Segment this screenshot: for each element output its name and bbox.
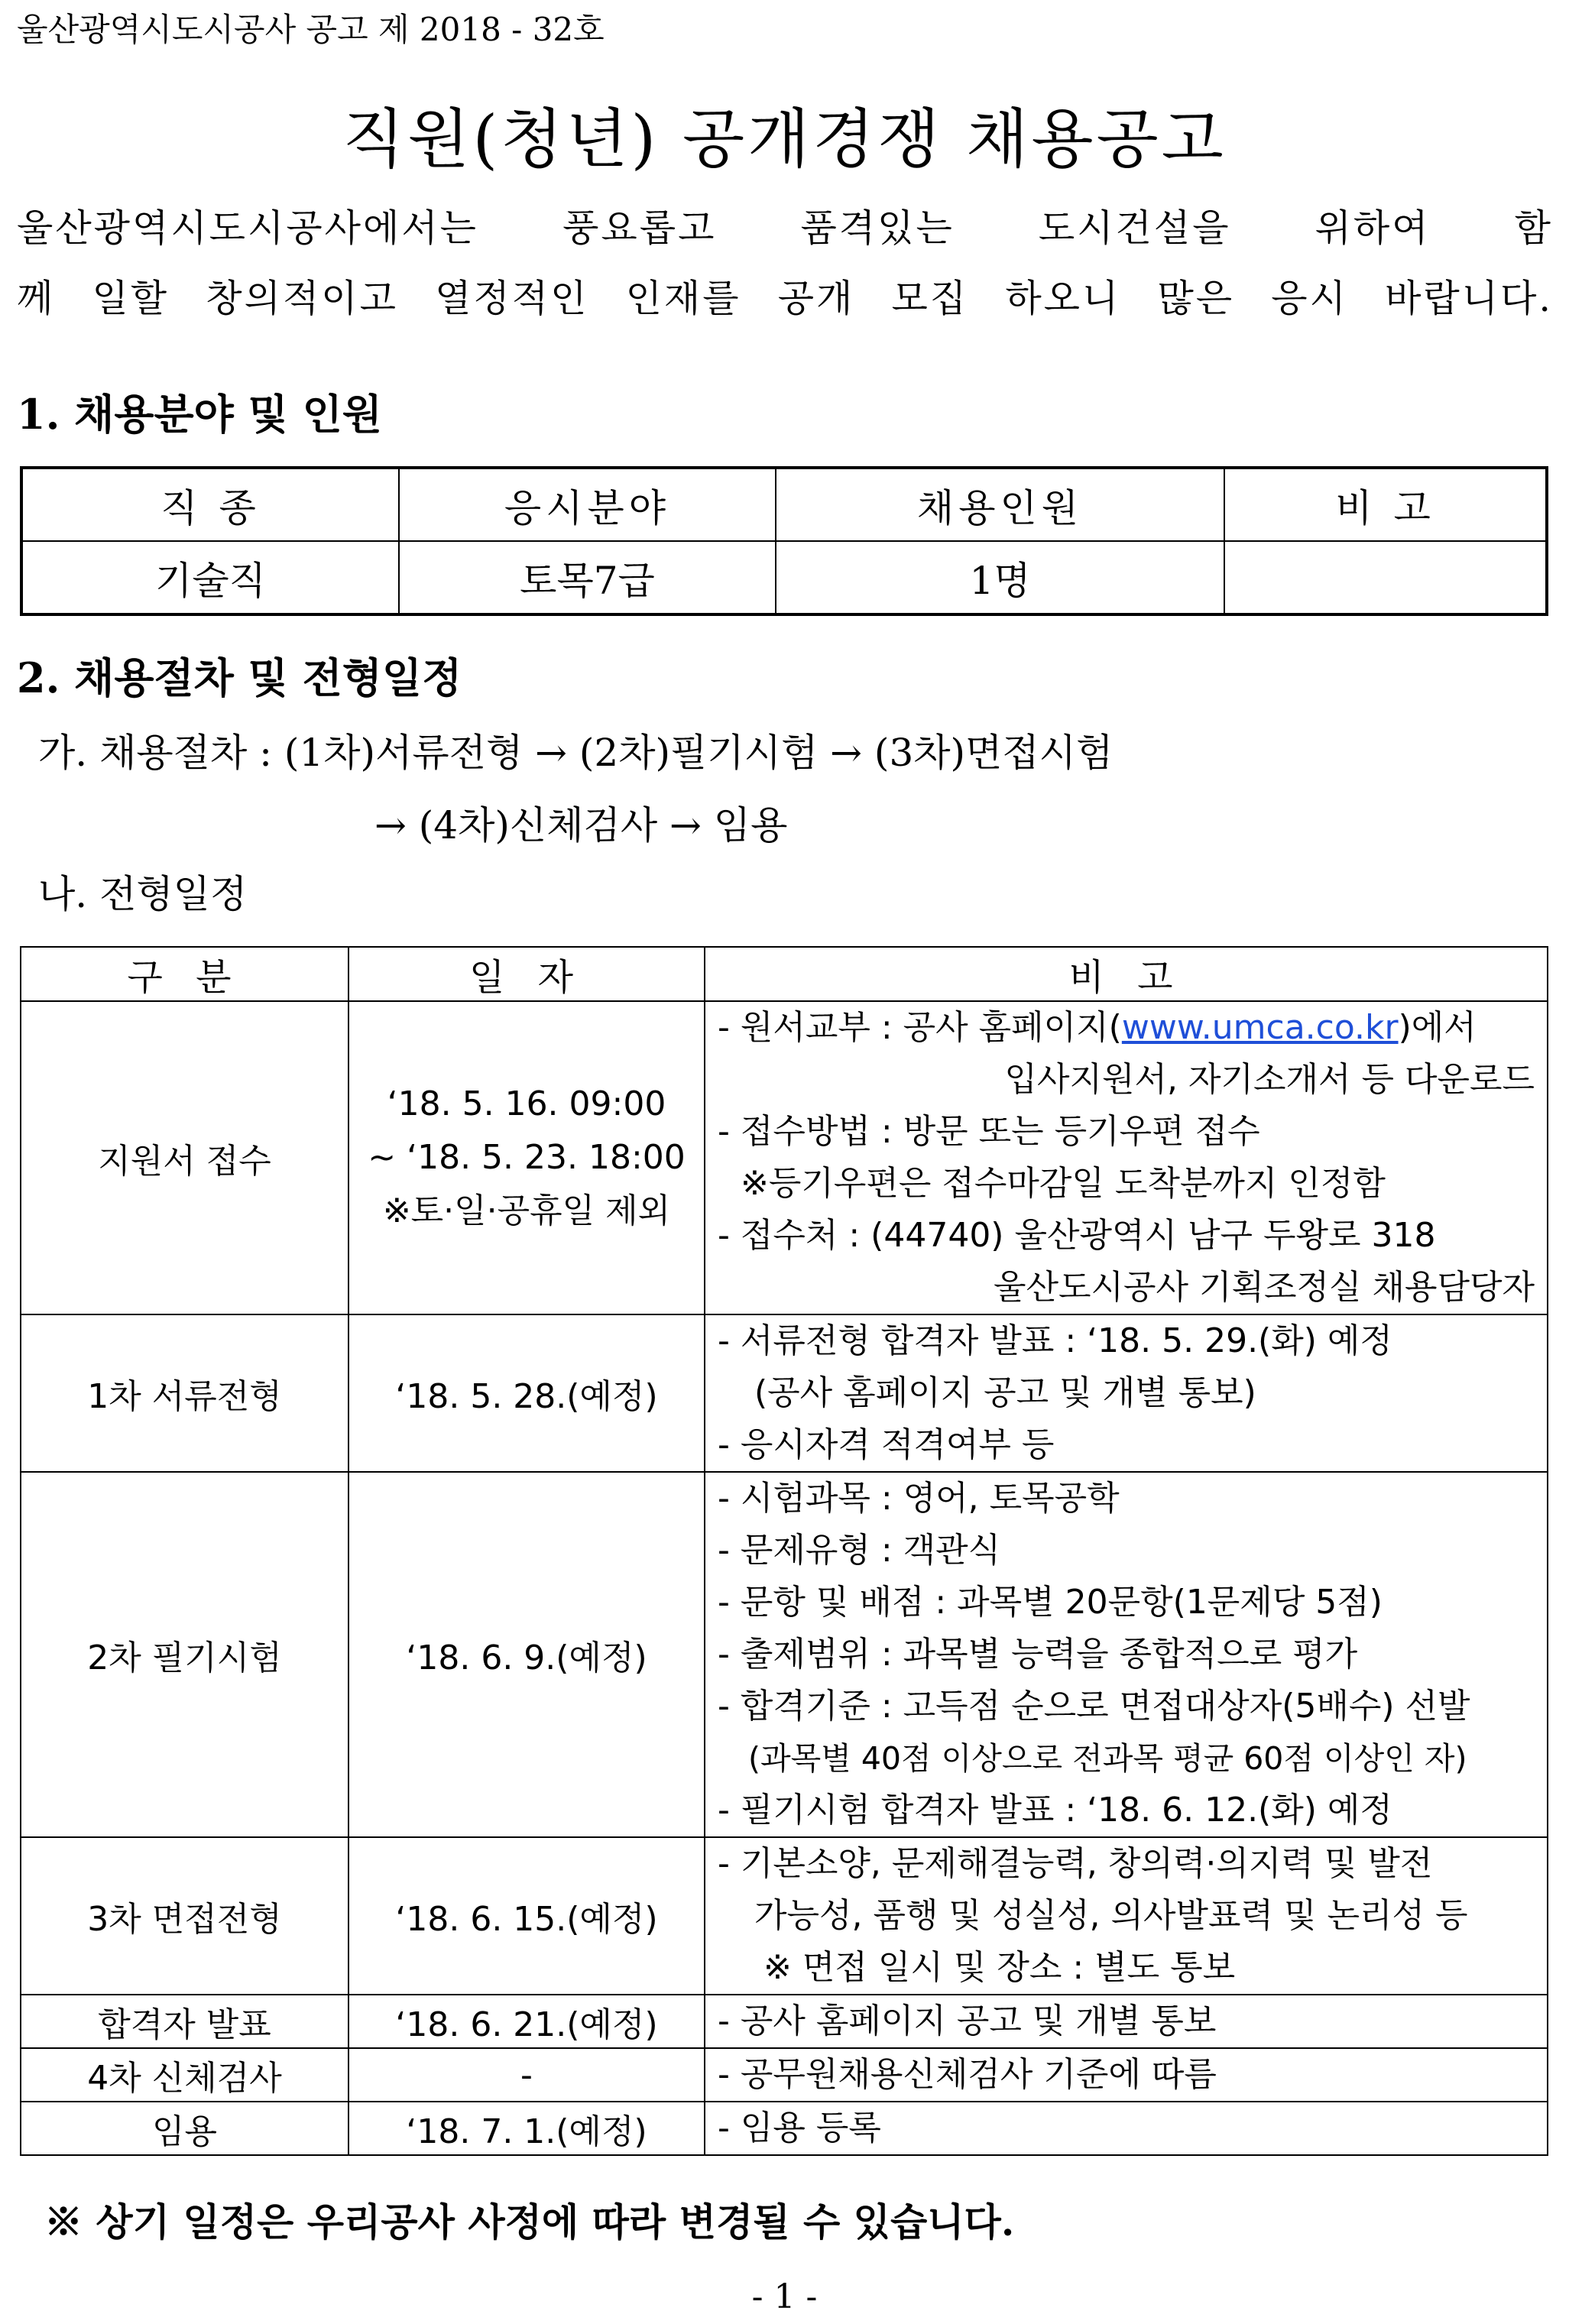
note-cell — [705, 1001, 1548, 1314]
schedule-heading: 나. 전형일정 — [38, 872, 248, 916]
page-title: 직원(청년) 공개경쟁 채용공고 — [342, 102, 1227, 177]
note-line: - 문항 및 배점 : 과목별 20문항(1문제당 5점) — [718, 1583, 1383, 1622]
note-text: )에서 — [1398, 1008, 1477, 1047]
note-cell — [705, 1314, 1548, 1472]
note-line: ※등기우편은 접수마감일 도착분까지 인정함 — [741, 1164, 1386, 1203]
date-cell: - — [348, 2048, 705, 2102]
schedule-table — [20, 946, 1548, 2156]
note-line: 울산도시공사 기획조정실 채용담당자 — [993, 1268, 1535, 1307]
cell-job-type: 기술직 — [21, 541, 399, 614]
note-line: (공사 홈페이지 공고 및 개별 통보) — [754, 1373, 1256, 1412]
schedule-header-row — [21, 947, 1548, 1001]
stage-cell: 임용 — [21, 2102, 348, 2155]
date-cell — [348, 1001, 705, 1314]
header-date: 일 자 — [348, 947, 705, 1001]
note-cell — [705, 1995, 1548, 2048]
table-row — [21, 1995, 1548, 2048]
header-remarks: 비 고 — [1224, 468, 1547, 541]
table-header-row — [21, 468, 1547, 541]
stage-cell: 1차 서류전형 — [21, 1314, 348, 1472]
section-2-heading: 2. 채용절차 및 전형일정 — [17, 653, 462, 702]
header-job-type: 직 종 — [21, 468, 399, 541]
note-line: - 합격기준 : 고득점 순으로 면접대상자(5배수) 선발 — [718, 1687, 1470, 1726]
date-line: ‘18. 5. 16. 09:00 — [387, 1084, 666, 1123]
cell-field: 토목7급 — [399, 541, 776, 614]
page-number: - 1 - — [751, 2277, 818, 2316]
header-headcount: 채용인원 — [776, 468, 1224, 541]
stage-cell: 2차 필기시험 — [21, 1472, 348, 1837]
table-row — [21, 1472, 1548, 1837]
note-cell — [705, 1837, 1548, 1995]
note-line: - 접수처 : (44740) 울산광역시 남구 두왕로 318 — [718, 1216, 1436, 1255]
date-cell: ‘18. 6. 9.(예정) — [348, 1472, 705, 1837]
table-row — [21, 2102, 1548, 2155]
note-text: - 원서교부 : 공사 홈페이지( — [718, 1008, 1122, 1047]
note-line: - 필기시험 합격자 발표 : ‘18. 6. 12.(화) 예정 — [718, 1791, 1392, 1830]
date-cell: ‘18. 6. 21.(예정) — [348, 1995, 705, 2048]
date-cell: ‘18. 7. 1.(예정) — [348, 2102, 705, 2155]
cell-headcount: 1명 — [776, 541, 1224, 614]
note-line: - 임용 등록 — [718, 2108, 881, 2147]
date-line: ~ ‘18. 5. 23. 18:00 — [368, 1138, 686, 1177]
intro-line-1: 울산광역시도시공사에서는 풍요롭고 품격있는 도시건설을 위하여 함 — [17, 206, 1553, 250]
cell-remarks — [1224, 541, 1547, 614]
stage-cell: 3차 면접전형 — [21, 1837, 348, 1995]
note-line: - 공사 홈페이지 공고 및 개별 통보 — [718, 2001, 1217, 2040]
recruitment-table — [20, 466, 1548, 616]
note-line: - 출제범위 : 과목별 능력을 종합적으로 평가 — [718, 1635, 1358, 1674]
intro-line-2: 께 일할 창의적이고 열정적인 인재를 공개 모집 하오니 많은 응시 바랍니다. — [17, 277, 1553, 320]
note-line: 가능성, 품행 및 성실성, 의사발표력 및 논리성 등 — [754, 1896, 1468, 1935]
note-line: (과목별 40점 이상으로 전과목 평균 60점 이상인 자) — [748, 1740, 1467, 1777]
stage-cell: 4차 신체검사 — [21, 2048, 348, 2102]
table-row — [21, 2048, 1548, 2102]
note-cell — [705, 2102, 1548, 2155]
procedure-line-1: 가. 채용절차 : (1차)서류전형 → (2차)필기시험 → (3차)면접시험 — [38, 731, 1114, 775]
date-cell: ‘18. 5. 28.(예정) — [348, 1314, 705, 1472]
date-cell: ‘18. 6. 15.(예정) — [348, 1837, 705, 1995]
note-line: - 서류전형 합격자 발표 : ‘18. 5. 29.(화) 예정 — [718, 1321, 1392, 1360]
note-line: 입사지원서, 자기소개서 등 다운로드 — [1004, 1060, 1535, 1099]
note-line: - 기본소양, 문제해결능력, 창의력·의지력 및 발전 — [718, 1844, 1433, 1883]
homepage-link[interactable]: www.umca.co.kr — [1121, 1008, 1399, 1047]
note-line: - 공무원채용신체검사 기준에 따름 — [718, 2055, 1217, 2094]
note-cell — [705, 2048, 1548, 2102]
note-line — [718, 1002, 1538, 1054]
header-stage: 구 분 — [21, 947, 348, 1001]
note-cell — [705, 1472, 1548, 1837]
table-row — [21, 1001, 1548, 1314]
header-note: 비 고 — [705, 947, 1548, 1001]
footnote: ※ 상기 일정은 우리공사 사정에 따라 변경될 수 있습니다. — [44, 2199, 1015, 2245]
stage-cell: 지원서 접수 — [21, 1001, 348, 1314]
note-line: - 응시자격 적격여부 등 — [718, 1425, 1055, 1464]
section-1-heading: 1. 채용분야 및 인원 — [17, 390, 382, 439]
note-line: - 시험과목 : 영어, 토목공학 — [718, 1479, 1120, 1518]
procedure-line-2: → (4차)신체검사 → 임용 — [374, 803, 788, 848]
note-line: - 접수방법 : 방문 또는 등기우편 접수 — [718, 1112, 1260, 1151]
stage-cell: 합격자 발표 — [21, 1995, 348, 2048]
table-row — [21, 541, 1547, 614]
table-row — [21, 1837, 1548, 1995]
notice-number: 울산광역시도시공사 공고 제 2018 - 32호 — [17, 11, 605, 48]
header-field: 응시분야 — [399, 468, 776, 541]
table-row — [21, 1314, 1548, 1472]
note-line: - 문제유형 : 객관식 — [718, 1531, 1001, 1570]
note-line: ※ 면접 일시 및 장소 : 별도 통보 — [763, 1948, 1236, 1987]
date-line: ※토·일·공휴일 제외 — [382, 1191, 671, 1230]
